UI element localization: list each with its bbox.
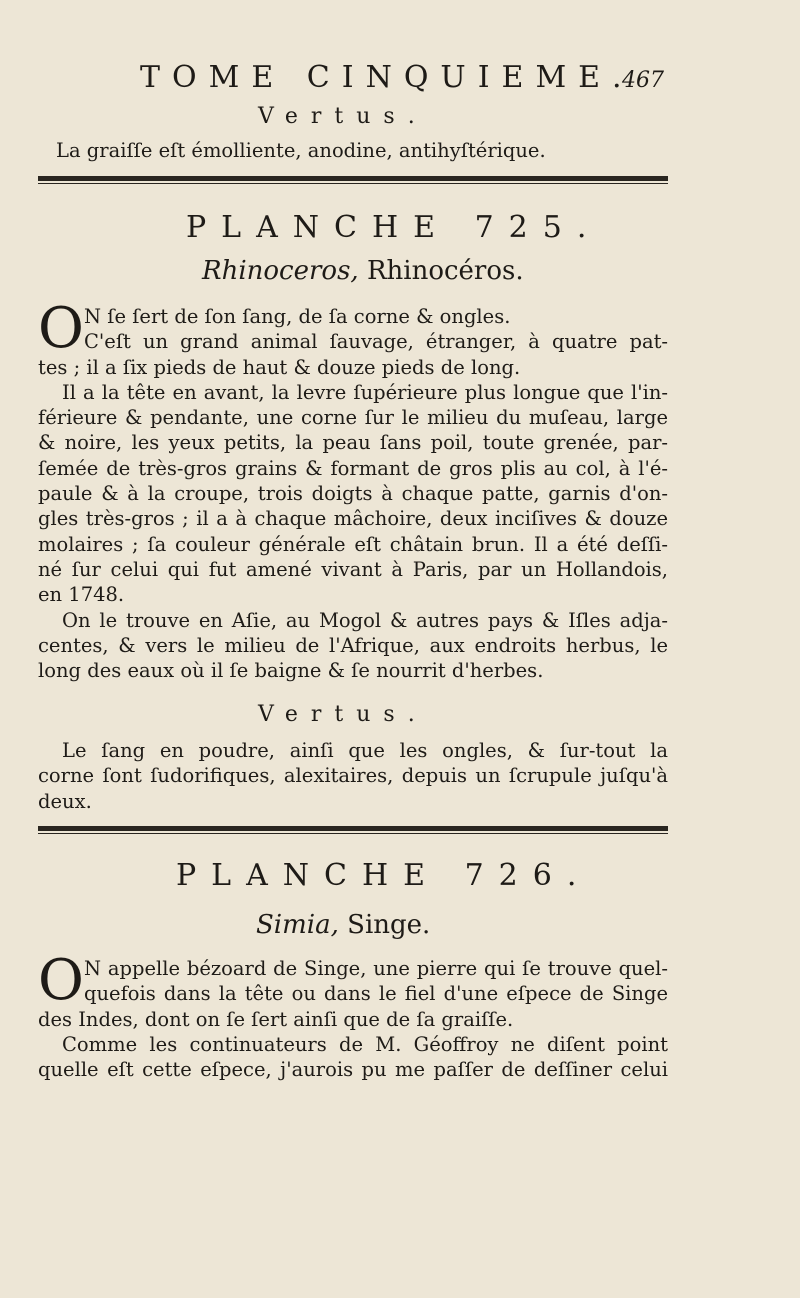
text-line: tes ; il a ſix pieds de haut & douze pieds de long. <box>38 355 521 379</box>
plate-title: PLANCHE 726. <box>176 858 592 893</box>
text-line: gles très-gros ; il a à chaque mâchoire, deux inciſives & douze <box>38 507 668 531</box>
running-head: TOME CINQUIEME. <box>140 60 634 95</box>
drop-cap: O <box>38 948 84 1013</box>
text-line: en 1748. <box>38 583 125 607</box>
section-heading-vertus: Vertus. <box>258 104 428 129</box>
paragraph <box>38 380 668 608</box>
french-name: Singe. <box>347 910 431 940</box>
plate-subtitle <box>202 256 524 286</box>
latin-name: Rhinoceros, <box>202 256 359 286</box>
latin-name: Simia, <box>256 910 339 940</box>
section-heading-vertus: Vertus. <box>258 702 428 727</box>
french-name: Rhinocéros. <box>366 256 524 286</box>
plate-subtitle <box>256 910 430 940</box>
page-number: 467 <box>622 68 664 93</box>
text-line: né ſur celui qui fut amené vivant à Paris, par un Hollandois, <box>38 557 668 581</box>
text-line: quelle eſt cette eſpece, j'aurois pu me paſſer de deſſiner celui <box>38 1058 668 1082</box>
drop-cap-paragraph <box>38 948 668 1032</box>
drop-cap: O <box>38 296 84 361</box>
text-line: férieure & pendante, une corne ſur le milieu du muſeau, large <box>38 406 668 430</box>
text-line: & noire, les yeux petits, la peau ſans poil, toute grenée, par- <box>38 431 668 455</box>
text-line: N ſe ſert de ſon ſang, de ſa corne & ongles. <box>84 305 511 328</box>
text-line: des Indes, dont on ſe ſert ainſi que de ſa graiſſe. <box>38 1007 514 1031</box>
text-line: centes, & vers le milieu de l'Afrique, aux endroits herbus, le <box>38 633 668 657</box>
text-line: ſemée de très-gros grains & formant de gros plis au col, à l'é- <box>38 456 668 480</box>
plate-726-text <box>38 948 668 1082</box>
plate-title: PLANCHE 725. <box>186 210 602 245</box>
paragraph <box>38 608 668 684</box>
text-line: molaires ; ſa couleur générale eſt châtain brun. Il a été deſſi- <box>38 532 668 556</box>
text-line: Comme les continuateurs de M. Géoffroy ne diſent point <box>62 1032 668 1056</box>
text-line: Le ſang en poudre, ainſi que les ongles, & ſur-tout la <box>62 739 668 762</box>
text-line: quefois dans la tête ou dans le fiel d'une eſpece de Singe <box>84 982 668 1006</box>
text-line: On le trouve en Aſie, au Mogol & autres pays & Iſles adja- <box>62 608 668 632</box>
body-text-line: La graiſſe eſt émolliente, anodine, antihyſtérique. <box>56 139 546 162</box>
text-line: deux. <box>38 789 92 813</box>
drop-cap-paragraph <box>38 296 668 380</box>
text-line: Il a la tête en avant, la levre ſupérieure plus longue que l'in- <box>62 380 668 404</box>
text-line: long des eaux où il ſe baigne & ſe nourrit d'herbes. <box>38 659 544 683</box>
vertus-text <box>38 738 668 814</box>
text-line: C'eſt un grand animal ſauvage, étranger, à quatre pat- <box>84 330 668 354</box>
section-rule <box>38 826 668 834</box>
text-line: N appelle bézoard de Singe, une pierre qui ſe trouve quel- <box>84 957 668 980</box>
section-rule <box>38 176 668 184</box>
plate-725-text <box>38 296 668 683</box>
text-line: corne ſont ſudorifiques, alexitaires, depuis un ſcrupule juſqu'à <box>38 764 668 788</box>
text-line: paule & à la croupe, trois doigts à chaque patte, garnis d'on- <box>38 482 668 506</box>
paragraph <box>38 1032 668 1083</box>
